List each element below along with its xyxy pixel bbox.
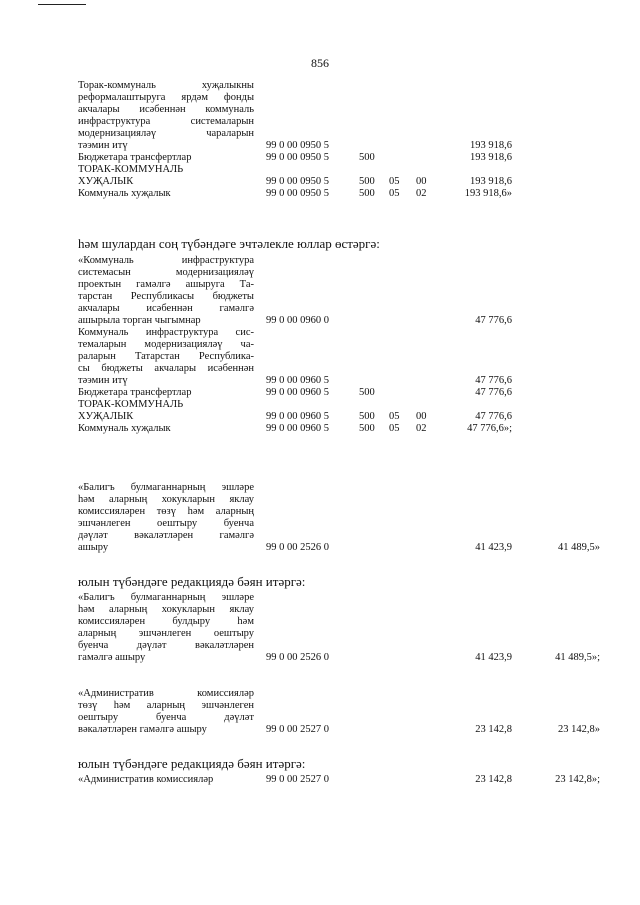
row-description-line: ТОРАК-КОММУНАЛЬ xyxy=(78,399,184,410)
row-description-line: буенча дәүләт вәкаләтләрен xyxy=(78,640,254,651)
row-description-line: аларның эшчәнлеген оештыру xyxy=(78,628,254,639)
classification-code: 99 0 00 0960 5 xyxy=(266,375,329,386)
row-description-line: акчалары исәбеннән коммуналь xyxy=(78,104,254,115)
row-description-line: проектын гамәлгә ашыруга Та- xyxy=(78,279,254,290)
section-code: 500 xyxy=(359,152,375,163)
table-row xyxy=(0,688,640,736)
classification-code: 99 0 00 2527 0 xyxy=(266,724,329,735)
classification-code: 99 0 00 0960 0 xyxy=(266,315,329,326)
budget-table-block xyxy=(0,774,640,786)
amount-2017: 47 776,6»; xyxy=(467,423,512,434)
classification-code: 99 0 00 2526 0 xyxy=(266,542,329,553)
row-description-line: Бюджетара трансфертлар xyxy=(78,387,192,398)
classification-code: 99 0 00 2526 0 xyxy=(266,652,329,663)
header-rule xyxy=(38,4,86,5)
amount-2018: 23 142,8»; xyxy=(555,774,600,785)
section-heading: һәм шулардан соң түбәндәге эчтәлекле юллар өстәргә: xyxy=(78,236,380,251)
amount-2017: 41 423,9 xyxy=(475,542,512,553)
table-row xyxy=(0,188,640,200)
row-description-line: гамәлгә ашыру xyxy=(78,652,146,663)
row-description-line: оештыру буенча дәүләт xyxy=(78,712,254,723)
amount-2018: 41 489,5»; xyxy=(555,652,600,663)
row-description-line: тәэмин итү xyxy=(78,375,128,386)
section-code: 500 xyxy=(359,188,375,199)
article-code: 00 xyxy=(416,176,427,187)
row-description-line: төзү һәм аларның эшчәнлеген xyxy=(78,700,254,711)
table-row xyxy=(0,399,640,423)
row-description-line: һәм аларның хокукларын яклау xyxy=(78,494,254,505)
table-row xyxy=(0,387,640,399)
row-description-line: вәкаләтләрен гамәлгә ашыру xyxy=(78,724,207,735)
row-description-line: ХУҖАЛЫК xyxy=(78,411,134,422)
row-description-line: акчалары исәбеннән гамәлгә xyxy=(78,303,254,314)
row-description-line: ашыру xyxy=(78,542,109,553)
budget-table-block xyxy=(0,80,640,200)
row-description-line: реформалаштыруга ярдәм фонды xyxy=(78,92,254,103)
section-heading: юлын түбәндәге редакциядә бәян итәргә: xyxy=(78,574,306,589)
classification-code: 99 0 00 0960 5 xyxy=(266,411,329,422)
amount-2017: 193 918,6 xyxy=(470,176,512,187)
row-description-line: тәэмин итү xyxy=(78,140,128,151)
classification-code: 99 0 00 0950 5 xyxy=(266,176,329,187)
article-code: 00 xyxy=(416,411,427,422)
section-code: 500 xyxy=(359,387,375,398)
row-description-line: Коммуналь инфраструктура сис- xyxy=(78,327,254,338)
budget-table-block xyxy=(0,255,640,435)
row-description-line: ТОРАК-КОММУНАЛЬ xyxy=(78,164,184,175)
article-code: 02 xyxy=(416,188,427,199)
row-description-line: комиссияләрен булдыру һәм xyxy=(78,616,254,627)
row-description-line: «Балигъ булмаганнарның эшләре xyxy=(78,482,254,493)
amount-2017: 47 776,6 xyxy=(475,375,512,386)
amount-2017: 41 423,9 xyxy=(475,652,512,663)
page-number: 856 xyxy=(311,56,329,70)
row-description-line: «Коммуналь инфраструктура xyxy=(78,255,254,266)
section-code: 500 xyxy=(359,423,375,434)
row-description-line: темаларын модернизацияләү ча- xyxy=(78,339,254,350)
row-description-line: комиссияләрен төзү һәм аларның xyxy=(78,506,254,517)
section-code: 500 xyxy=(359,176,375,187)
row-description-line: «Балигъ булмаганнарның эшләре xyxy=(78,592,254,603)
classification-code: 99 0 00 0960 5 xyxy=(266,423,329,434)
row-description-line: инфраструктура системаларын xyxy=(78,116,254,127)
row-description-line: Бюджетара трансфертлар xyxy=(78,152,192,163)
row-description-line: раларын Татарстан Республика- xyxy=(78,351,254,362)
classification-code: 99 0 00 0960 5 xyxy=(266,387,329,398)
row-description-line: ХУҖАЛЫК xyxy=(78,176,134,187)
subsection-code: 05 xyxy=(389,176,400,187)
row-description-line: дәүләт вәкаләтләрен гамәлгә xyxy=(78,530,254,541)
table-row xyxy=(0,80,640,152)
table-row xyxy=(0,482,640,554)
subsection-code: 05 xyxy=(389,411,400,422)
row-description-line: тарстан Республикасы бюджеты xyxy=(78,291,254,302)
classification-code: 99 0 00 0950 5 xyxy=(266,188,329,199)
budget-table-block xyxy=(0,482,640,554)
amount-2017: 193 918,6 xyxy=(470,152,512,163)
amount-2017: 47 776,6 xyxy=(475,315,512,326)
classification-code: 99 0 00 0950 5 xyxy=(266,140,329,151)
row-description-line: эшчәнлеген оештыру буенча xyxy=(78,518,254,529)
amount-2018: 41 489,5» xyxy=(558,542,600,553)
amount-2017: 193 918,6» xyxy=(464,188,512,199)
article-code: 02 xyxy=(416,423,427,434)
amount-2017: 23 142,8 xyxy=(475,724,512,735)
classification-code: 99 0 00 0950 5 xyxy=(266,152,329,163)
table-row xyxy=(0,255,640,327)
table-row xyxy=(0,152,640,164)
row-description-line: сы бюджеты акчалары исәбеннән xyxy=(78,363,254,374)
section-code: 500 xyxy=(359,411,375,422)
amount-2017: 47 776,6 xyxy=(475,411,512,422)
table-row xyxy=(0,774,640,786)
subsection-code: 05 xyxy=(389,188,400,199)
section-heading: юлын түбәндәге редакциядә бәян итәргә: xyxy=(78,756,306,771)
classification-code: 99 0 00 2527 0 xyxy=(266,774,329,785)
row-description-line: Торак-коммуналь хуҗалыкны xyxy=(78,80,254,91)
row-description-line: һәм аларның хокукларын яклау xyxy=(78,604,254,615)
row-description-line: системасын модернизацияләү xyxy=(78,267,254,278)
table-row xyxy=(0,327,640,387)
row-description-line: модернизацияләү чараларын xyxy=(78,128,254,139)
budget-table-block xyxy=(0,592,640,664)
subsection-code: 05 xyxy=(389,423,400,434)
row-description-line: Коммуналь хуҗалык xyxy=(78,188,171,199)
table-row xyxy=(0,423,640,435)
budget-table-block xyxy=(0,688,640,736)
row-description-line: «Административ комиссияләр xyxy=(78,688,254,699)
row-description-line: ашырыла торган чыгымнар xyxy=(78,315,201,326)
amount-2017: 23 142,8 xyxy=(475,774,512,785)
row-description-line: «Административ комиссияләр xyxy=(78,774,214,785)
table-row xyxy=(0,164,640,188)
amount-2017: 193 918,6 xyxy=(470,140,512,151)
row-description-line: Коммуналь хуҗалык xyxy=(78,423,171,434)
amount-2018: 23 142,8» xyxy=(558,724,600,735)
amount-2017: 47 776,6 xyxy=(475,387,512,398)
table-row xyxy=(0,592,640,664)
